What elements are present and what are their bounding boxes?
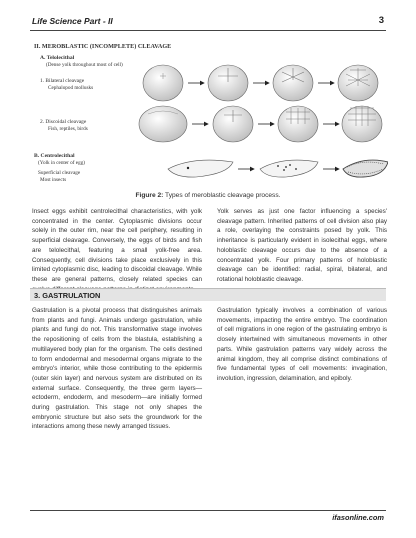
cleavage-figure [28,38,388,188]
paragraph-gastrulation-movements: Gastrulation typically involves a combination of various movements, impacting the entire embryo. The coordination of cell migrations in one region of the gastrulating embryo is closely intertwined with simultaneous movements in other parts. While gastrulation patterns vary widely across the animal kingdom, they all comprise distinct combinations of five fundamental types of cell movements: invagination, involution, ingression, delamination, and epiboly. [217,307,387,382]
superficial-cleavage-row [168,160,388,177]
superficial-sub: Most insects [40,177,67,183]
bilateral-label: 1. Bilateral cleavage [40,78,85,84]
bilateral-sub: Cephalopod mollusks [48,85,94,91]
footer-site: ifasonline.com [332,513,384,522]
discoidal-cleavage-row [139,106,382,142]
header-title: Life Science Part - II [32,16,113,26]
paragraph-gastrulation-intro: Gastrulation is a pivotal process that distinguishes animals from plants and fungi. Animals undergo gastrulation, while plants and fungi do not. This transformative stage involves the repositioning of cells from the blastula, establishing a multilayered body plan for the organism. The cells destined to form endodermal and mesodermal organs migrate to the embryo's interior, while those contributing to the epidermis (outer skin layer) and nervous system are distributed on its external surface. Consequently, the three germ layers—ectoderm, endoderm, and mesoderm—are initially formed during gastrulation. This stage not only shapes the embryonic structure but also sets the groundwork for the interactions among these newly arranged tissues. [32,307,202,431]
section-heading-gastrulation: 3. GASTRULATION [30,288,386,301]
paragraph-insect-eggs: Insect eggs exhibit centrolecithal characteristics, with yolk concentrated in the center. Cytoplasmic divisions occur solely in the outer rim, near the cell periphery, resulting in superficial cleavage. Conversely, the eggs of birds and fish are telolecithal, featuring a small yolk-free area. Consequently, cell divisions take place exclusively in this limited cytoplasmic disc, leading to discoidal cleavage. While these are general patterns, closely related species can [32,208,202,283]
figure-heading: II. MEROBLASTIC (INCOMPLETE) CLEAVAGE [34,43,172,50]
cleavage-diagram [28,38,388,188]
bilateral-cleavage-row [143,65,378,101]
page-number: 3 [378,15,384,26]
telolecithal-title: A. Telolecithal [40,55,75,61]
caption-text: Types of meroblastic cleavage process. [163,192,281,199]
figure-caption [0,192,416,199]
discoidal-label: 2. Discoidal cleavage [40,119,87,125]
paragraph-yolk-factor: Yolk serves as just one factor influencing a species' cleavage pattern. Inherited patterns of cell division also play a role, overlaying the constraints posed by yolk. This inheritance is particularly evident in isolecithal eggs, where holoblastic cleavage occurs due to the absence of a concentrated yolk. Four primary patterns of holoblastic cleavage can be identified: radial, spiral, bilateral, and rotational holoblastic cleavage. [217,208,387,283]
centrolecithal-subtitle: (Yolk in center of egg) [38,160,86,166]
telolecithal-subtitle: (Dense yolk throughout most of cell) [46,62,123,68]
footer-divider [30,510,386,511]
page-header [30,14,386,31]
caption-prefix: Figure 2: [135,192,164,199]
centrolecithal-title: B. Centrolecithal [34,153,75,159]
discoidal-sub: Fish, reptiles, birds [48,126,88,132]
superficial-label: Superficial cleavage [38,170,81,176]
